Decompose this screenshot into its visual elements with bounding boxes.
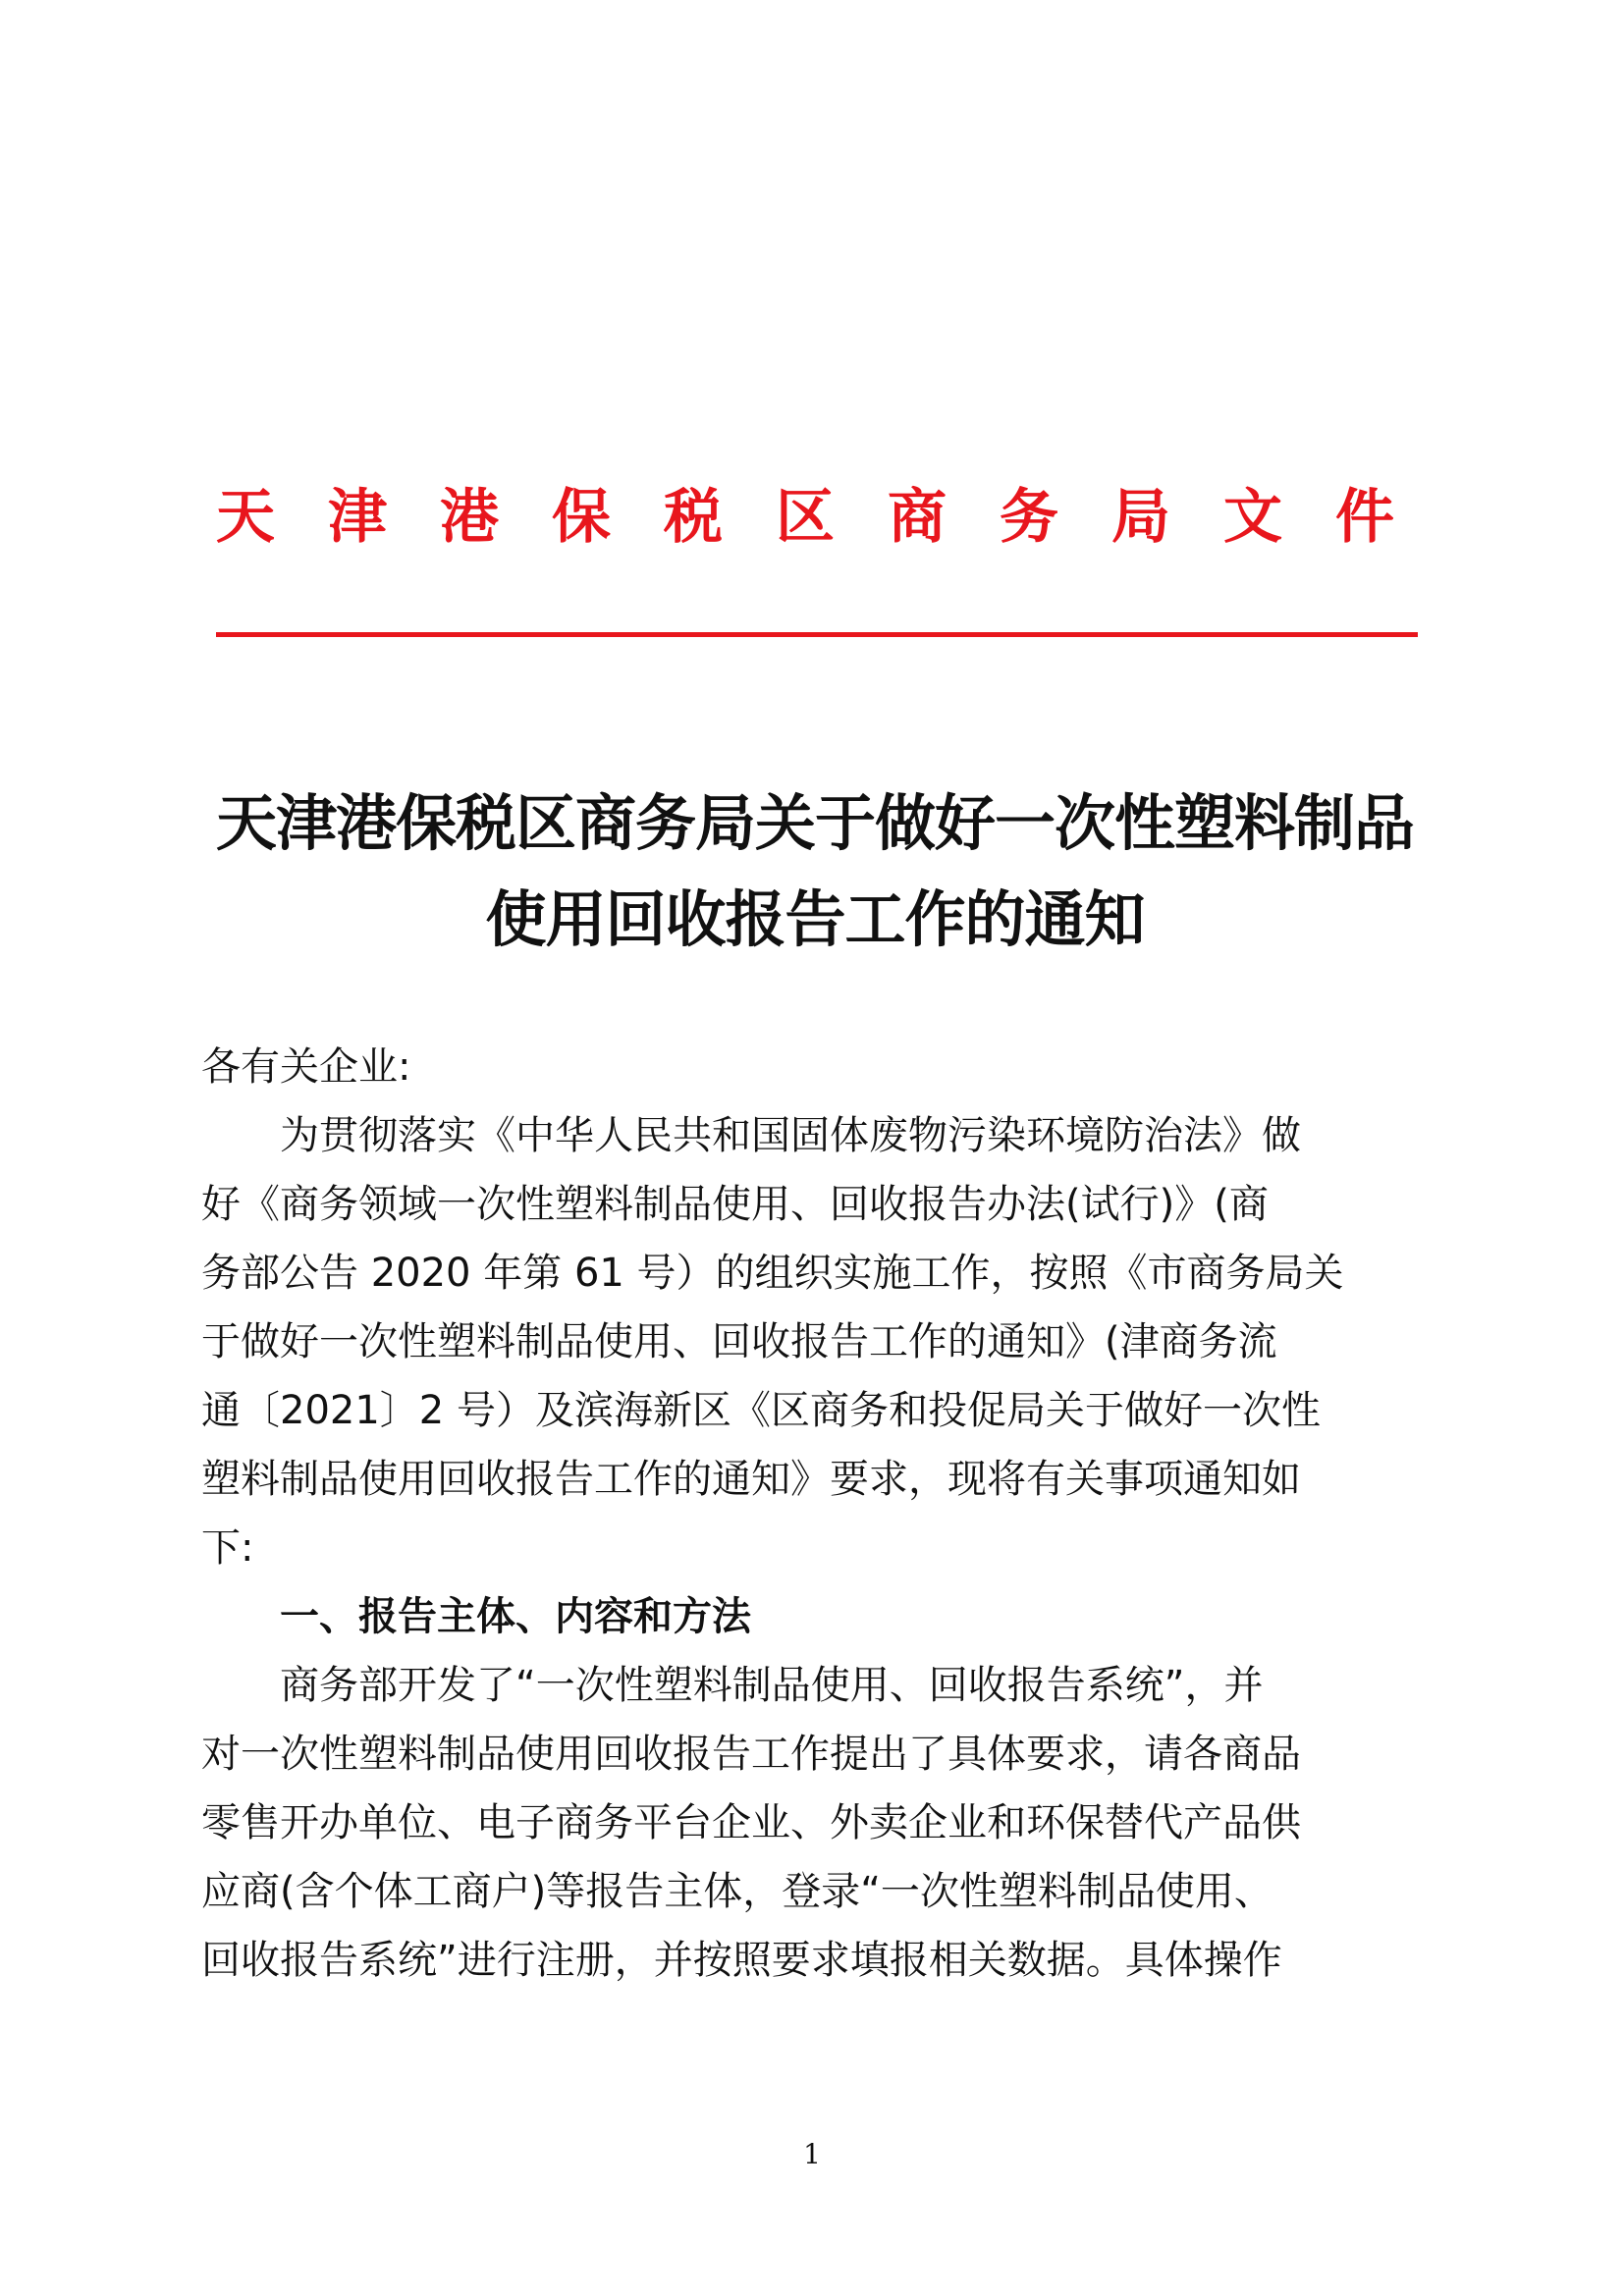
paragraph-line: 于做好一次性塑料制品使用、回收报告工作的通知》(津商务流 [201,1319,1277,1364]
document-title [196,775,1434,968]
header-char: 港 [440,483,499,552]
paragraph-line: 务部公告 2020 年第 61 号）的组织实施工作，按照《市商务局关 [201,1251,1344,1296]
paragraph-line: 通〔2021〕2 号）及滨海新区《区商务和投促局关于做好一次性 [201,1388,1321,1433]
paragraph-line: 回收报告系统”进行注册，并按照要求填报相关数据。具体操作 [201,1938,1282,1983]
header-char: 文 [1223,483,1282,552]
paragraph-line: 下: [201,1525,254,1571]
header-char: 商 [888,483,947,552]
paragraph-line: 对一次性塑料制品使用回收报告工作提出了具体要求，请各商品 [201,1732,1301,1777]
document-title-line-2: 使用回收报告工作的通知 [485,883,1145,955]
paragraph-line: 为贯彻落实《中华人民共和国固体废物污染环境防治法》做 [280,1113,1301,1158]
header-char: 局 [1111,483,1170,552]
paragraph-line: 好《商务领域一次性塑料制品使用、回收报告办法(试行)》(商 [201,1182,1269,1227]
header-divider [216,632,1418,637]
header-char: 件 [1335,483,1394,552]
page-number: 1 [803,2138,821,2170]
header-char: 税 [664,483,723,552]
paragraph-line: 应商(含个体工商户)等报告主体，登录“一次性塑料制品使用、 [201,1869,1273,1914]
document-body [201,1033,1429,1995]
header-char: 津 [328,483,387,552]
paragraph-line: 商务部开发了“一次性塑料制品使用、回收报告系统”，并 [280,1663,1264,1708]
document-header-title [216,473,1394,561]
header-char: 区 [776,483,835,552]
paragraph-line: 塑料制品使用回收报告工作的通知》要求，现将有关事项通知如 [201,1457,1301,1502]
document-title-line-1: 天津港保税区商务局关于做好一次性塑料制品 [215,787,1414,859]
header-char: 保 [552,483,611,552]
header-char: 务 [1000,483,1058,552]
salutation: 各有关企业: [201,1044,411,1090]
header-char: 天 [216,483,275,552]
paragraph-line: 零售开办单位、电子商务平台企业、外卖企业和环保替代产品供 [201,1800,1301,1845]
section-heading: 一、报告主体、内容和方法 [280,1594,751,1639]
